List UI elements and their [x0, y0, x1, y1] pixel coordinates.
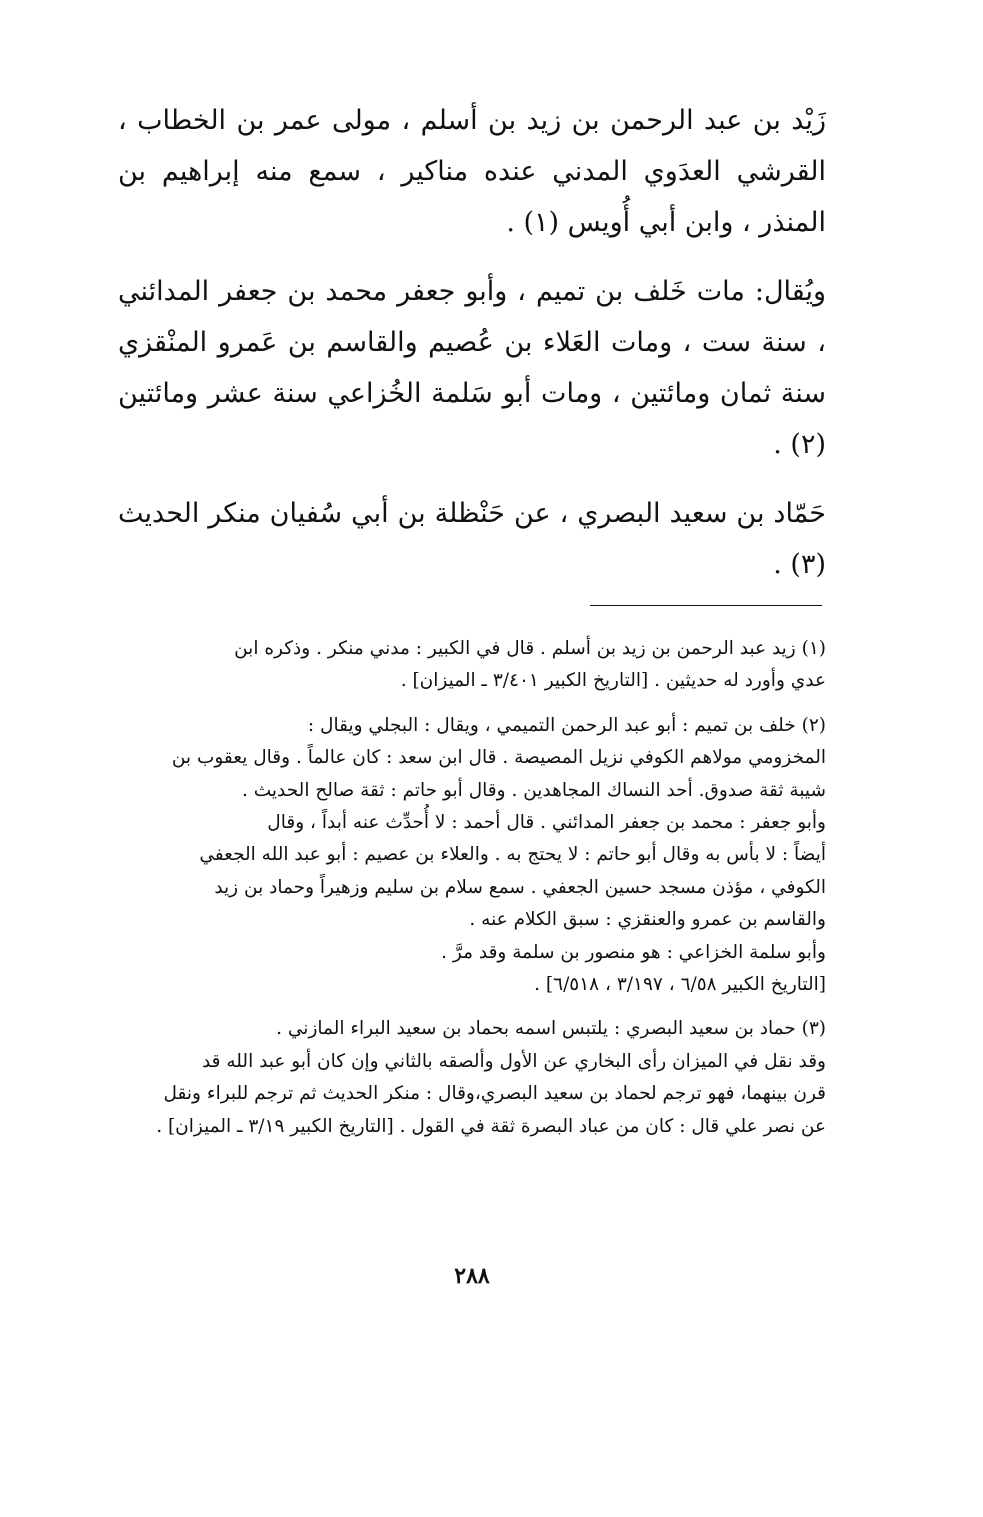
footnote-2	[118, 710, 826, 1002]
entry-death-dates: ويُقال: مات خَلف بن تميم ، وأبو جعفر محمد بن جعفر المدائني ، سنة ست ، ومات العَلاء بن عُصيم والقاسم بن عَمرو المنْقزي سنة ثمان ومائتين ، ومات أبو سَلمة الخُزاعي سنة عشر ومائتين (٢) .	[118, 276, 826, 460]
footnote-line: شيبة ثقة صدوق. أحد النساك المجاهدين . وقال أبو حاتم : ثقة صالح الحديث .	[241, 779, 826, 801]
main-text	[118, 95, 826, 580]
footnote-line: (٣) حماد بن سعيد البصري : يلتبس اسمه بحماد بن سعيد البراء المازني .	[276, 1018, 826, 1040]
book-page	[118, 95, 826, 1435]
footnote-line: (٢) خلف بن تميم : أبو عبد الرحمن التميمي ، ويقال : البجلي ويقال :	[307, 714, 826, 736]
footnote-line: والقاسم بن عمرو والعنقزي : سبق الكلام عنه .	[469, 909, 826, 931]
footnote-line: وأبو سلمة الخزاعي : هو منصور بن سلمة وقد مرَّ .	[441, 941, 826, 963]
footnote-line: الكوفي ، مؤذن مسجد حسين الجعفي . سمع سلام بن سليم وزهيراً وحماد بن زيد	[214, 876, 826, 898]
entry-zayd: زَيْد بن عبد الرحمن بن زيد بن أسلم ، مولى عمر بن الخطاب ، القرشي العدَوي المدني عنده مناكير ، سمع منه إبراهيم بن المنذر ، وابن أبي أُويس (١) .	[118, 105, 826, 238]
footnote-3	[118, 1013, 826, 1143]
footnote-line: وأبو جعفر : محمد بن جعفر المدائني . قال أحمد : لا أُحدِّث عنه أبداً ، وقال	[267, 812, 826, 834]
footnote-line: [التاريخ الكبير ٦/٥٨ ، ٣/١٩٧ ، ٦/٥١٨] .	[534, 974, 826, 996]
page-number: ٢٨٨	[454, 1263, 490, 1289]
footnote-line: المخزومي مولاهم الكوفي نزيل المصيصة . قال ابن سعد : كان عالماً . وقال يعقوب بن	[171, 747, 826, 769]
entry-hammad: حَمّاد بن سعيد البصري ، عن حَنْظلة بن أبي سُفيان منكر الحديث (٣) .	[118, 498, 826, 580]
footnotes	[118, 633, 826, 1143]
footnote-line: أيضاً : لا بأس به وقال أبو حاتم : لا يحتج به . والعلاء بن عصيم : أبو عبد الله الجعفي	[199, 844, 826, 866]
footnote-1	[118, 633, 826, 698]
footnote-line: عن نصر علي قال : كان من عباد البصرة ثقة في القول . [التاريخ الكبير ٣/١٩ ـ الميزان] .	[156, 1115, 826, 1137]
footnote-line: وقد نقل في الميزان رأى البخاري عن الأول وألصقه بالثاني وإن كان أبو عبد الله قد	[201, 1050, 826, 1072]
footnote-separator	[590, 605, 822, 606]
footnote-line: قرن بينهما، فهو ترجم لحماد بن سعيد البصري،وقال : منكر الحديث ثم ترجم للبراء ونقل	[163, 1083, 826, 1105]
footnote-line: عدي وأورد له حديثين . [التاريخ الكبير ٣/٤٠١ ـ الميزان] .	[400, 670, 826, 692]
footnote-line: (١) زيد عبد الرحمن بن زيد بن أسلم . قال في الكبير : مدني منكر . وذكره ابن	[234, 638, 826, 659]
